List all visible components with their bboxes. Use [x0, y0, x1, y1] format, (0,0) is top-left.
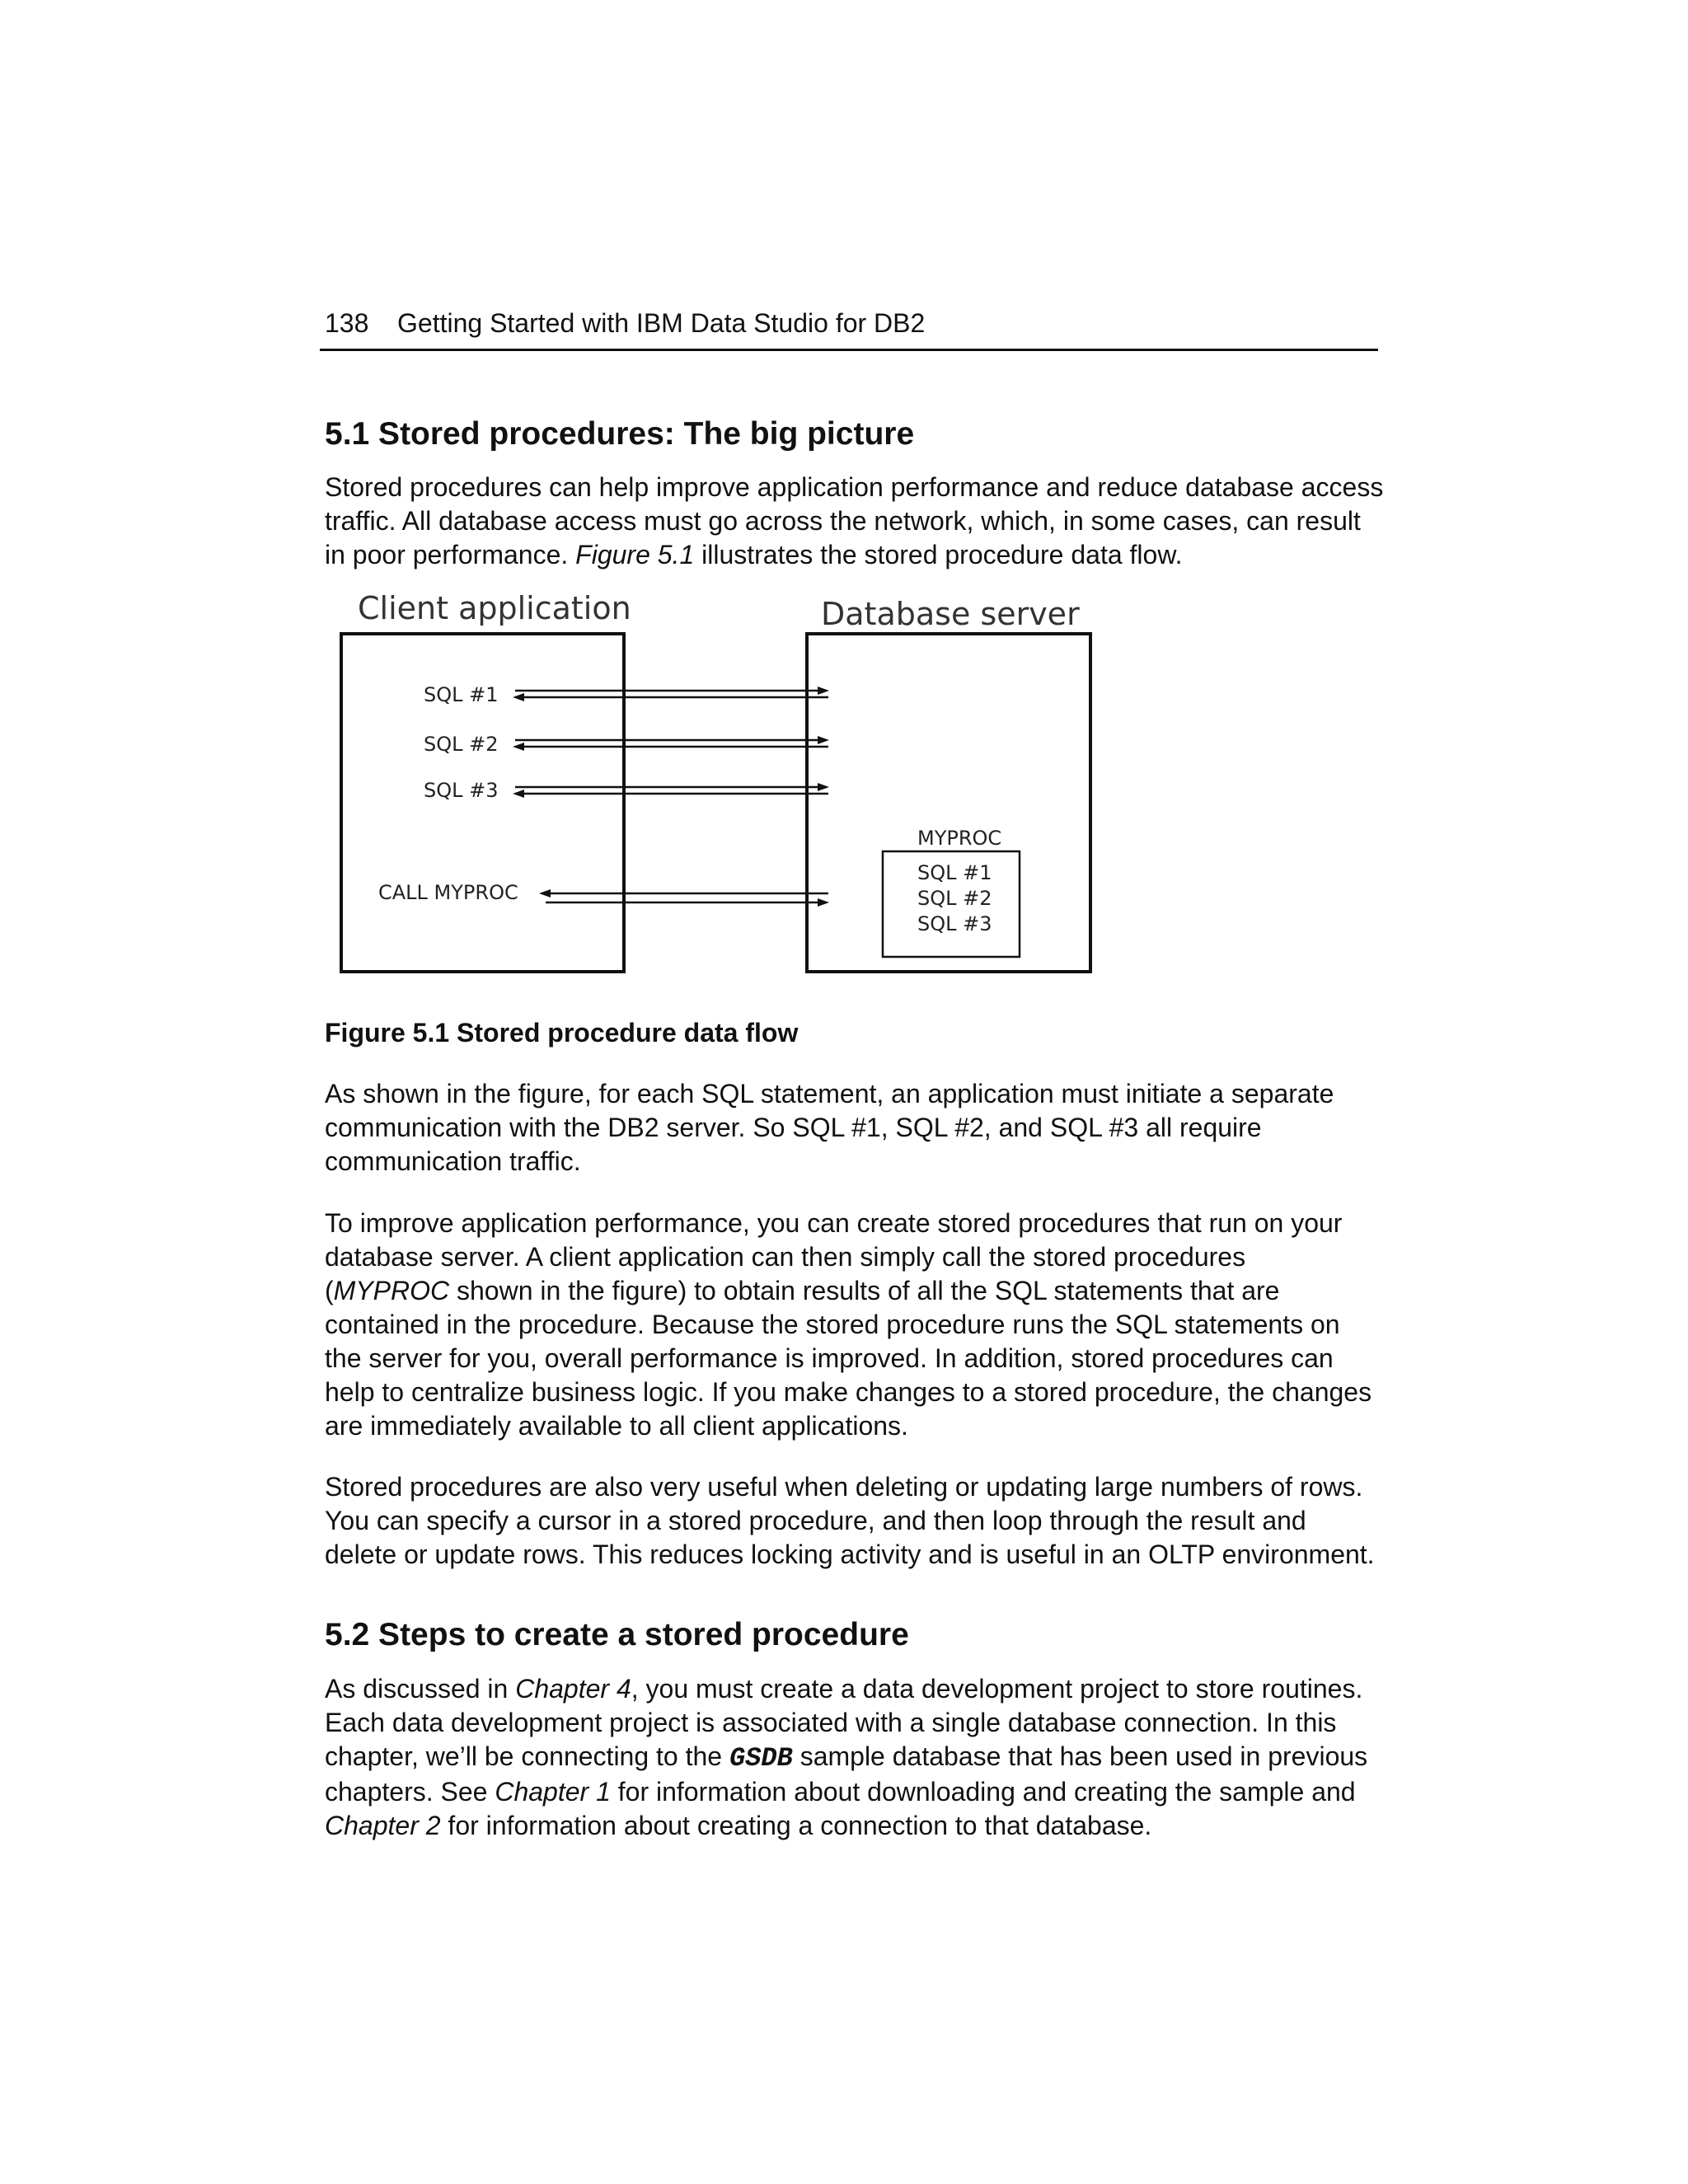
database-server-title: Database server: [821, 596, 1080, 632]
header-rule: [320, 349, 1378, 351]
stored-procedure-diagram: [330, 581, 1104, 981]
myproc-sql-2: SQL #2: [917, 887, 992, 910]
running-header: [325, 307, 925, 340]
call-myproc-label: CALL MYPROC: [378, 881, 518, 904]
section-heading-5-1: 5.1 Stored procedures: The big picture: [325, 416, 915, 452]
chapter-4-reference: Chapter 4: [515, 1674, 631, 1704]
paragraph-improve-performance: To improve application performance, you can create stored procedures that run on your database server. A client application can then simply call the stored procedures (MYPROC shown in the figure) to obtain results of all the SQL statements that are contained in the procedure. Because the stored procedure runs the SQL statements on the server for you, overall performance is improved. In addition, stored procedures can help to centralize business logic. If you make changes to a stored procedure, the changes are immediately available to all client applications.: [325, 1208, 1372, 1441]
myproc-sql-3: SQL #3: [917, 912, 992, 935]
paragraph-steps: As discussed in Chapter 4, you must create a data development project to store routines. Each data development project is associated with a single database connection. In this chapter, we’ll be connecting to the GSDB sample database that has been used in previous chapters. See Chapter 1 for information about downloading and creating the sample and Chapter 2 for information about creating a connection to that database.: [325, 1674, 1368, 1840]
client-application-title: Client application: [358, 590, 631, 626]
figure-caption: Figure 5.1 Stored procedure data flow: [325, 1018, 799, 1047]
chapter-1-reference: Chapter 1: [495, 1777, 611, 1807]
gsdb-code: GSDB: [729, 1743, 793, 1774]
section-heading-5-2: 5.2 Steps to create a stored procedure: [325, 1617, 909, 1652]
paragraph-cursor: Stored procedures are also very useful when deleting or updating large numbers of rows. You can specify a cursor in a stored procedure, and then loop through the result and delete or update rows. This reduces locking activity and is useful in an OLTP environment.: [325, 1472, 1375, 1569]
sql-2-label: SQL #2: [424, 733, 499, 756]
myproc-sql-1: SQL #1: [917, 861, 992, 884]
paragraph-each-sql: As shown in the figure, for each SQL statement, an application must initiate a separate communication with the DB2 server. So SQL #1, SQL #2, and SQL #3 all require communication traffic.: [325, 1079, 1334, 1176]
figure-reference: Figure 5.1: [575, 540, 695, 569]
sql-1-label: SQL #1: [424, 683, 499, 706]
myproc-reference: MYPROC: [333, 1276, 450, 1305]
request-response-arrows: [515, 691, 828, 902]
chapter-2-reference: Chapter 2: [325, 1811, 441, 1840]
intro-paragraph: Stored procedures can help improve application performance and reduce database access traffic. All database access must go across the network, which, in some cases, can result in poor performance. Figure 5.1 illustrates the stored procedure data flow.: [325, 472, 1384, 569]
sql-3-label: SQL #3: [424, 779, 499, 802]
myproc-title: MYPROC: [917, 827, 1002, 850]
diagram-svg: [330, 581, 1104, 981]
book-title: Getting Started with IBM Data Studio for DB2: [397, 308, 926, 338]
arrowheads: [513, 687, 829, 907]
page-number: 138: [325, 308, 369, 338]
